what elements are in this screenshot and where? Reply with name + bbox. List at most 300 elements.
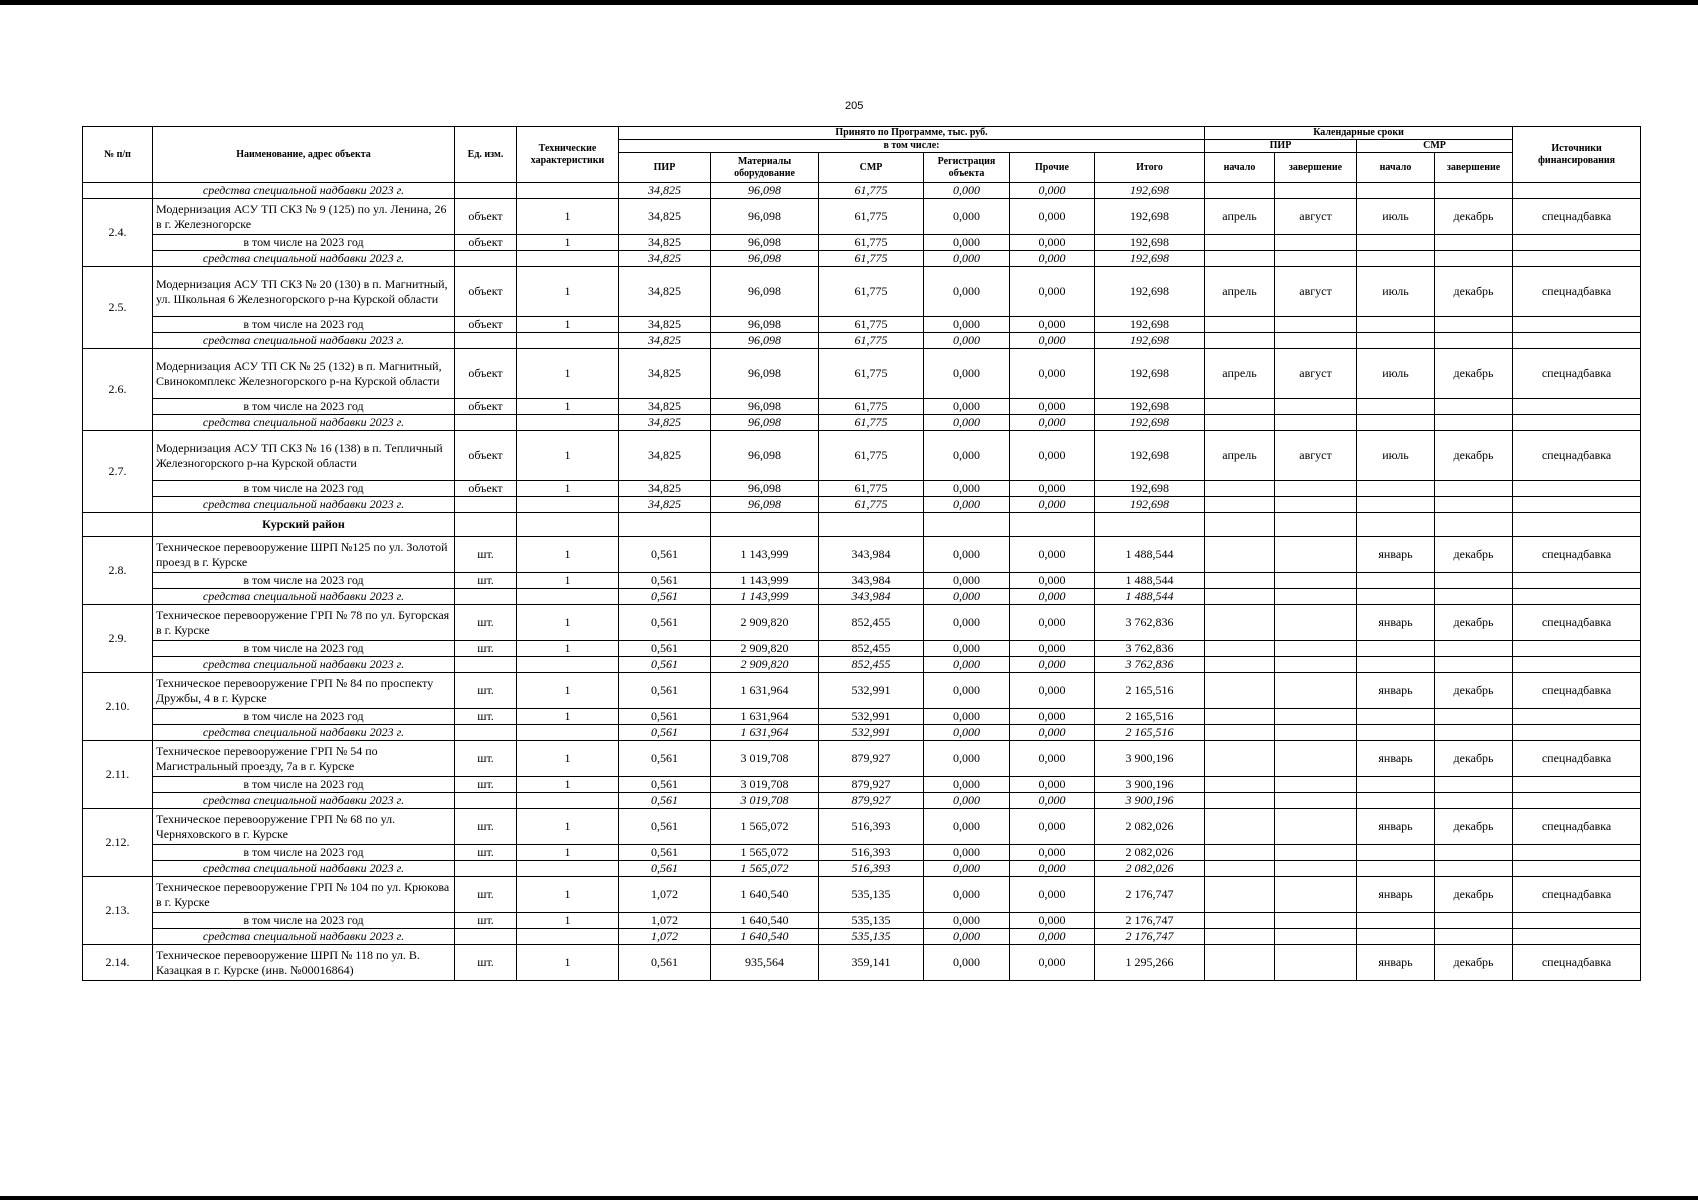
unit: объект	[455, 481, 517, 497]
table-row	[83, 183, 1641, 199]
value-other: 0,000	[1010, 809, 1095, 845]
smr-end	[1435, 415, 1513, 431]
value-registration: 0,000	[924, 235, 1010, 251]
value-smr: 516,393	[819, 845, 924, 861]
value-registration: 0,000	[924, 877, 1010, 913]
value-smr: 61,775	[819, 183, 924, 199]
value-materials: 2 909,820	[711, 641, 819, 657]
value-other: 0,000	[1010, 793, 1095, 809]
value-registration: 0,000	[924, 199, 1010, 235]
header-other: Прочие	[1010, 153, 1095, 183]
scan-border-bottom	[0, 1196, 1698, 1200]
pir-end	[1275, 399, 1357, 415]
value-smr: 343,984	[819, 537, 924, 573]
smr-start	[1357, 235, 1435, 251]
smr-start: июль	[1357, 199, 1435, 235]
funding-source-label: средства специальной надбавки 2023 г.	[153, 725, 455, 741]
item-number: 2.5.	[83, 267, 153, 349]
pir-start	[1205, 793, 1275, 809]
smr-end	[1435, 845, 1513, 861]
smr-start	[1357, 497, 1435, 513]
value-materials: 96,098	[711, 251, 819, 267]
tech	[517, 861, 619, 877]
unit: объект	[455, 235, 517, 251]
value-materials: 1 565,072	[711, 861, 819, 877]
value-pir: 0,561	[619, 657, 711, 673]
funding-source: спецнадбавка	[1513, 877, 1641, 913]
cell-empty	[1435, 513, 1513, 537]
value-total: 3 900,196	[1095, 777, 1205, 793]
header-tech: Технические характеристики	[517, 127, 619, 183]
cell-num	[83, 183, 153, 199]
smr-end	[1435, 589, 1513, 605]
value-pir: 1,072	[619, 877, 711, 913]
smr-start	[1357, 415, 1435, 431]
year-subtotal-label: в том числе на 2023 год	[153, 845, 455, 861]
tech: 1	[517, 809, 619, 845]
unit	[455, 861, 517, 877]
unit: объект	[455, 267, 517, 317]
year-subtotal-label: в том числе на 2023 год	[153, 573, 455, 589]
value-other: 0,000	[1010, 657, 1095, 673]
value-registration: 0,000	[924, 481, 1010, 497]
tech: 1	[517, 399, 619, 415]
table-row	[83, 877, 1641, 913]
value-smr: 359,141	[819, 945, 924, 981]
object-name: Техническое перевооружение ШРП № 118 по ул. В. Казацкая в г. Курске (инв. №00016864)	[153, 945, 455, 981]
value-materials: 1 640,540	[711, 913, 819, 929]
value-other: 0,000	[1010, 317, 1095, 333]
tech	[517, 251, 619, 267]
unit: шт.	[455, 845, 517, 861]
value-pir: 0,561	[619, 809, 711, 845]
value-smr: 879,927	[819, 741, 924, 777]
pir-start	[1205, 317, 1275, 333]
value-registration: 0,000	[924, 415, 1010, 431]
smr-start: январь	[1357, 877, 1435, 913]
value-total: 3 762,836	[1095, 657, 1205, 673]
smr-end: декабрь	[1435, 605, 1513, 641]
smr-end: декабрь	[1435, 877, 1513, 913]
value-materials: 1 143,999	[711, 537, 819, 573]
value-total: 192,698	[1095, 235, 1205, 251]
pir-start	[1205, 725, 1275, 741]
table-row	[83, 415, 1641, 431]
value-registration: 0,000	[924, 497, 1010, 513]
cell-empty	[517, 513, 619, 537]
value-smr: 343,984	[819, 573, 924, 589]
unit	[455, 793, 517, 809]
value-registration: 0,000	[924, 589, 1010, 605]
value-total: 3 762,836	[1095, 641, 1205, 657]
value-total: 1 488,544	[1095, 537, 1205, 573]
pir-start	[1205, 913, 1275, 929]
value-pir: 0,561	[619, 573, 711, 589]
year-subtotal-label: в том числе на 2023 год	[153, 777, 455, 793]
cell-empty	[1095, 513, 1205, 537]
value-materials: 96,098	[711, 317, 819, 333]
value-materials: 1 143,999	[711, 573, 819, 589]
cell-empty	[1275, 513, 1357, 537]
funding-source	[1513, 573, 1641, 589]
funding-source: спецнадбавка	[1513, 605, 1641, 641]
value-pir: 0,561	[619, 589, 711, 605]
value-pir: 1,072	[619, 929, 711, 945]
unit	[455, 725, 517, 741]
value-materials: 96,098	[711, 481, 819, 497]
header-num: № п/п	[83, 127, 153, 183]
value-materials: 935,564	[711, 945, 819, 981]
unit: шт.	[455, 741, 517, 777]
value-registration: 0,000	[924, 861, 1010, 877]
header-pir-end: завершение	[1275, 153, 1357, 183]
item-number: 2.11.	[83, 741, 153, 809]
smr-start	[1357, 929, 1435, 945]
value-pir: 0,561	[619, 777, 711, 793]
value-pir: 0,561	[619, 793, 711, 809]
table-row	[83, 845, 1641, 861]
tech	[517, 415, 619, 431]
smr-end: декабрь	[1435, 809, 1513, 845]
smr-end: декабрь	[1435, 267, 1513, 317]
value-total: 192,698	[1095, 431, 1205, 481]
header-unit: Ед. изм.	[455, 127, 517, 183]
table-row	[83, 657, 1641, 673]
table-row	[83, 317, 1641, 333]
unit	[455, 929, 517, 945]
value-materials: 1 565,072	[711, 809, 819, 845]
smr-end: декабрь	[1435, 349, 1513, 399]
funding-source	[1513, 845, 1641, 861]
table-row	[83, 537, 1641, 573]
value-smr: 535,135	[819, 929, 924, 945]
smr-start: январь	[1357, 673, 1435, 709]
smr-end: декабрь	[1435, 431, 1513, 481]
tech: 1	[517, 741, 619, 777]
value-registration: 0,000	[924, 725, 1010, 741]
value-pir: 0,561	[619, 709, 711, 725]
tech: 1	[517, 605, 619, 641]
value-other: 0,000	[1010, 481, 1095, 497]
funding-source-label: средства специальной надбавки 2023 г.	[153, 589, 455, 605]
page-number: 205	[845, 100, 864, 112]
value-other: 0,000	[1010, 415, 1095, 431]
pir-end	[1275, 673, 1357, 709]
table-row	[83, 481, 1641, 497]
value-materials: 2 909,820	[711, 657, 819, 673]
value-registration: 0,000	[924, 317, 1010, 333]
object-name: Техническое перевооружение ШРП №125 по ул. Золотой проезд в г. Курске	[153, 537, 455, 573]
funding-source: спецнадбавка	[1513, 199, 1641, 235]
value-other: 0,000	[1010, 725, 1095, 741]
pir-end	[1275, 317, 1357, 333]
header-name: Наименование, адрес объекта	[153, 127, 455, 183]
value-materials: 1 640,540	[711, 929, 819, 945]
value-smr: 61,775	[819, 333, 924, 349]
tech	[517, 793, 619, 809]
smr-end: декабрь	[1435, 199, 1513, 235]
unit	[455, 183, 517, 199]
pir-start	[1205, 861, 1275, 877]
item-number: 2.4.	[83, 199, 153, 267]
value-total: 192,698	[1095, 183, 1205, 199]
unit: объект	[455, 349, 517, 399]
funding-source-label: средства специальной надбавки 2023 г.	[153, 251, 455, 267]
value-smr: 61,775	[819, 267, 924, 317]
pir-start	[1205, 333, 1275, 349]
value-other: 0,000	[1010, 673, 1095, 709]
funding-source: спецнадбавка	[1513, 945, 1641, 981]
smr-end: декабрь	[1435, 945, 1513, 981]
header-total: Итого	[1095, 153, 1205, 183]
pir-start	[1205, 235, 1275, 251]
unit: шт.	[455, 945, 517, 981]
table-row	[83, 573, 1641, 589]
value-pir: 34,825	[619, 481, 711, 497]
header-pir-start: начало	[1205, 153, 1275, 183]
smr-start	[1357, 861, 1435, 877]
funding-source-label: средства специальной надбавки 2023 г.	[153, 333, 455, 349]
smr-end	[1435, 641, 1513, 657]
pir-end	[1275, 877, 1357, 913]
table-row	[83, 605, 1641, 641]
unit	[455, 333, 517, 349]
value-materials: 96,098	[711, 183, 819, 199]
table-row	[83, 641, 1641, 657]
year-subtotal-label: в том числе на 2023 год	[153, 481, 455, 497]
value-smr: 61,775	[819, 481, 924, 497]
value-smr: 61,775	[819, 235, 924, 251]
funding-source: спецнадбавка	[1513, 741, 1641, 777]
funding-source	[1513, 481, 1641, 497]
header-accepted: Принято по Программе, тыс. руб.	[619, 127, 1205, 140]
value-materials: 96,098	[711, 431, 819, 481]
smr-start	[1357, 777, 1435, 793]
value-materials: 3 019,708	[711, 777, 819, 793]
tech	[517, 333, 619, 349]
tech	[517, 657, 619, 673]
smr-start: январь	[1357, 537, 1435, 573]
tech: 1	[517, 877, 619, 913]
smr-start: январь	[1357, 605, 1435, 641]
pir-start: апрель	[1205, 431, 1275, 481]
smr-start	[1357, 913, 1435, 929]
tech: 1	[517, 913, 619, 929]
tech: 1	[517, 845, 619, 861]
tech	[517, 183, 619, 199]
pir-end	[1275, 183, 1357, 199]
table-row	[83, 513, 1641, 537]
smr-start	[1357, 481, 1435, 497]
value-materials: 96,098	[711, 235, 819, 251]
unit: шт.	[455, 605, 517, 641]
smr-start	[1357, 657, 1435, 673]
pir-start: апрель	[1205, 199, 1275, 235]
value-materials: 1 631,964	[711, 725, 819, 741]
pir-start	[1205, 657, 1275, 673]
funding-source	[1513, 709, 1641, 725]
value-smr: 535,135	[819, 877, 924, 913]
funding-source	[1513, 317, 1641, 333]
item-number: 2.12.	[83, 809, 153, 877]
unit: объект	[455, 399, 517, 415]
pir-start	[1205, 399, 1275, 415]
smr-end	[1435, 399, 1513, 415]
tech: 1	[517, 481, 619, 497]
pir-end	[1275, 809, 1357, 845]
funding-source	[1513, 497, 1641, 513]
table-row	[83, 945, 1641, 981]
value-materials: 1 565,072	[711, 845, 819, 861]
smr-start	[1357, 399, 1435, 415]
value-total: 2 082,026	[1095, 861, 1205, 877]
table-row	[83, 793, 1641, 809]
value-smr: 532,991	[819, 673, 924, 709]
smr-end	[1435, 913, 1513, 929]
funding-source	[1513, 589, 1641, 605]
value-smr: 61,775	[819, 497, 924, 513]
funding-source	[1513, 913, 1641, 929]
value-materials: 96,098	[711, 333, 819, 349]
funding-source	[1513, 183, 1641, 199]
funding-source	[1513, 657, 1641, 673]
value-other: 0,000	[1010, 913, 1095, 929]
pir-end	[1275, 415, 1357, 431]
value-smr: 852,455	[819, 605, 924, 641]
tech: 1	[517, 267, 619, 317]
smr-start: январь	[1357, 809, 1435, 845]
value-smr: 343,984	[819, 589, 924, 605]
object-name: Модернизация АСУ ТП СКЗ № 9 (125) по ул. Ленина, 26 в г. Железногорске	[153, 199, 455, 235]
unit: объект	[455, 199, 517, 235]
smr-end	[1435, 317, 1513, 333]
unit: шт.	[455, 537, 517, 573]
pir-end	[1275, 725, 1357, 741]
table-row	[83, 199, 1641, 235]
funding-source	[1513, 333, 1641, 349]
tech: 1	[517, 641, 619, 657]
pir-end	[1275, 793, 1357, 809]
object-name: Модернизация АСУ ТП СКЗ № 16 (138) в п. Тепличный Железногорского р-на Курской области	[153, 431, 455, 481]
pir-end	[1275, 589, 1357, 605]
pir-end	[1275, 537, 1357, 573]
table-row	[83, 333, 1641, 349]
pir-start: апрель	[1205, 267, 1275, 317]
value-pir: 34,825	[619, 199, 711, 235]
pir-end	[1275, 741, 1357, 777]
table-row	[83, 861, 1641, 877]
unit: шт.	[455, 809, 517, 845]
unit	[455, 251, 517, 267]
pir-end	[1275, 641, 1357, 657]
pir-end	[1275, 913, 1357, 929]
item-number: 2.6.	[83, 349, 153, 431]
pir-end	[1275, 945, 1357, 981]
value-materials: 3 019,708	[711, 793, 819, 809]
value-registration: 0,000	[924, 183, 1010, 199]
unit	[455, 589, 517, 605]
value-pir: 0,561	[619, 861, 711, 877]
object-name: Техническое перевооружение ГРП № 84 по проспекту Дружбы, 4 в г. Курске	[153, 673, 455, 709]
smr-start: январь	[1357, 741, 1435, 777]
value-materials: 1 631,964	[711, 673, 819, 709]
smr-end	[1435, 929, 1513, 945]
table-row	[83, 235, 1641, 251]
value-total: 1 295,266	[1095, 945, 1205, 981]
value-total: 192,698	[1095, 481, 1205, 497]
value-materials: 1 631,964	[711, 709, 819, 725]
funding-source	[1513, 251, 1641, 267]
smr-start	[1357, 251, 1435, 267]
value-registration: 0,000	[924, 657, 1010, 673]
pir-end	[1275, 929, 1357, 945]
pir-end	[1275, 777, 1357, 793]
value-registration: 0,000	[924, 793, 1010, 809]
smr-start	[1357, 641, 1435, 657]
item-number: 2.13.	[83, 877, 153, 945]
value-registration: 0,000	[924, 913, 1010, 929]
header-cal-smr: СМР	[1357, 140, 1513, 153]
value-total: 1 488,544	[1095, 573, 1205, 589]
tech: 1	[517, 573, 619, 589]
unit: объект	[455, 431, 517, 481]
value-other: 0,000	[1010, 641, 1095, 657]
unit: шт.	[455, 573, 517, 589]
funding-source-label: средства специальной надбавки 2023 г.	[153, 183, 455, 199]
value-smr: 61,775	[819, 431, 924, 481]
table-row	[83, 709, 1641, 725]
value-total: 2 176,747	[1095, 913, 1205, 929]
value-other: 0,000	[1010, 573, 1095, 589]
pir-end: август	[1275, 431, 1357, 481]
value-other: 0,000	[1010, 537, 1095, 573]
value-other: 0,000	[1010, 235, 1095, 251]
smr-start	[1357, 573, 1435, 589]
smr-start	[1357, 183, 1435, 199]
value-smr: 61,775	[819, 415, 924, 431]
value-pir: 34,825	[619, 399, 711, 415]
value-materials: 96,098	[711, 497, 819, 513]
value-materials: 96,098	[711, 267, 819, 317]
smr-start	[1357, 709, 1435, 725]
unit: шт.	[455, 641, 517, 657]
value-registration: 0,000	[924, 399, 1010, 415]
pir-start	[1205, 573, 1275, 589]
unit: шт.	[455, 913, 517, 929]
table-row	[83, 589, 1641, 605]
pir-end	[1275, 251, 1357, 267]
smr-start: январь	[1357, 945, 1435, 981]
value-registration: 0,000	[924, 333, 1010, 349]
value-smr: 879,927	[819, 777, 924, 793]
value-registration: 0,000	[924, 777, 1010, 793]
smr-end	[1435, 793, 1513, 809]
table-row	[83, 349, 1641, 399]
header-smr: СМР	[819, 153, 924, 183]
value-pir: 34,825	[619, 251, 711, 267]
smr-end: декабрь	[1435, 537, 1513, 573]
tech: 1	[517, 537, 619, 573]
unit: шт.	[455, 777, 517, 793]
cell-empty	[819, 513, 924, 537]
object-name: Техническое перевооружение ГРП № 78 по ул. Бугорская в г. Курске	[153, 605, 455, 641]
year-subtotal-label: в том числе на 2023 год	[153, 317, 455, 333]
pir-end	[1275, 573, 1357, 589]
cell-empty	[924, 513, 1010, 537]
pir-end	[1275, 333, 1357, 349]
tech	[517, 929, 619, 945]
value-total: 192,698	[1095, 333, 1205, 349]
